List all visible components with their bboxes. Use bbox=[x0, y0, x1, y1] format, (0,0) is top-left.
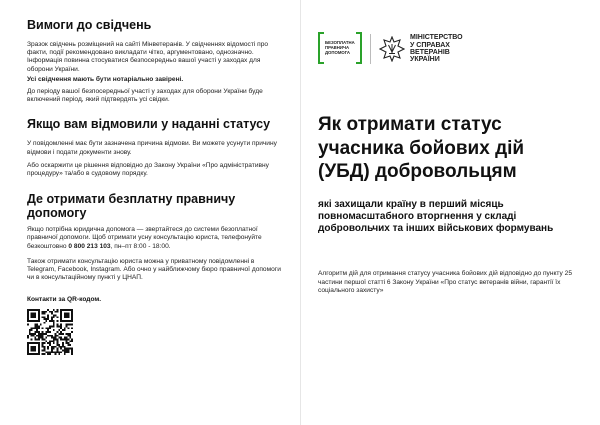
left-panel bbox=[27, 18, 282, 360]
legal-aid-hours: , пн–пт 8:00 - 18:00. bbox=[110, 242, 171, 250]
ministry-line: МІНІСТЕРСТВО bbox=[410, 34, 463, 42]
requirements-section bbox=[27, 18, 282, 104]
leaflet-subtitle: які захищали країну в перший місяць повномасштабного вторгнення у складі добровольчих та інших військових формувань bbox=[318, 198, 554, 235]
ukraine-coat-of-arms-icon bbox=[379, 36, 405, 62]
requirements-heading: Вимоги до свідчень bbox=[27, 18, 152, 32]
refusal-section bbox=[27, 117, 282, 178]
legal-aid-text bbox=[27, 226, 282, 251]
free-legal-aid-logo bbox=[318, 32, 362, 66]
requirements-notary-note: Усі свідчення мають бути нотаріально завірені. bbox=[27, 75, 184, 83]
requirements-period-text: До періоду вашої безпосередньої участі у заходах для оборони України буде включений період, який підтвердять усі свідки. bbox=[27, 88, 263, 104]
fold-divider bbox=[300, 0, 301, 425]
algorithm-description: Алгоритм дій для отримання статусу учасника бойових дій відповідно до пункту 25 частини першої статті 6 Закону України «Про статус ветеранів війни, гарантії їх соціального захисту» bbox=[318, 270, 572, 294]
ministry-line: ВЕТЕРАНІВ bbox=[410, 49, 450, 56]
ministry-line: УКРАЇНИ bbox=[410, 56, 440, 64]
requirements-text: Зразок свідчень розміщений на сайті Мінветеранів. У свідченнях відомості про факти, події рекомендовано викладати чітко, аргументовано, однозначно. Інформація повинна стосуватися безпосередньо вашої участі у заходах для оборони України. bbox=[27, 41, 269, 73]
legal-aid-heading: Де отримати безплатну правничу допомогу bbox=[27, 192, 236, 221]
ministry-line: У СПРАВАХ bbox=[410, 41, 450, 49]
qr-code-icon bbox=[27, 309, 73, 355]
legal-aid-section bbox=[27, 192, 282, 282]
contacts-label: Контакти за QR-кодом. bbox=[27, 296, 102, 304]
ministry-name bbox=[410, 34, 463, 64]
legal-aid-text-start: Якщо потрібна юридична допомога — звертайтеся до системи безоплатної правничої допомоги. Щоб отримати усну консультацію юриста, телефонуйте безкоштовно bbox=[27, 226, 262, 250]
right-panel bbox=[318, 32, 580, 295]
hotline-phone: 0 800 213 103 bbox=[68, 242, 111, 250]
logos-row bbox=[318, 32, 580, 66]
free-legal-aid-logo-text: БЕЗОПЛАТНА ПРАВНИЧА ДОПОМОГА bbox=[325, 40, 355, 55]
refusal-heading: Якщо вам відмовили у наданні статусу bbox=[27, 117, 271, 132]
logo-separator bbox=[370, 34, 371, 64]
refusal-text: У повідомленні має бути зазначена причина відмови. Ви можете усунути причину відмови і подати документи знову. bbox=[27, 140, 277, 156]
refusal-appeal-text: Або оскаржити це рішення відповідно до Закону України «Про адміністративну процедуру» та/або в судовому порядку. bbox=[27, 161, 269, 178]
leaflet-title: Як отримати статус учасника бойових дій (УБД) добровольцям bbox=[318, 114, 525, 182]
legal-aid-online-text: Також отримати консультацію юриста можна у приватному повідомленні в Telegram, Facebook, Instagram. Або очно у найближчому бюро правничої допомоги чи в консультаційному пункті у ЦНАП. bbox=[27, 257, 281, 282]
